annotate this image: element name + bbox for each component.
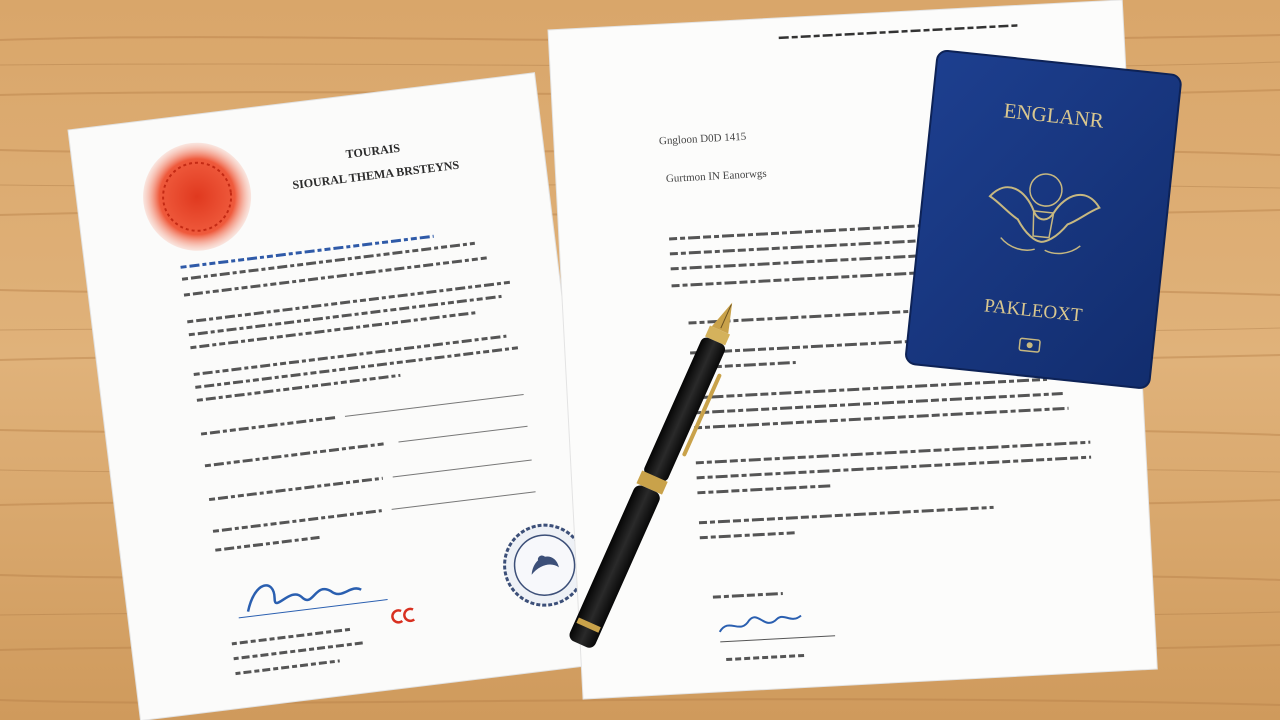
left-document-heading-2: SIOURAL THEMA BRSTEYNS [291,157,460,193]
right-document-heading-1: Gngloon D0D 1415 [658,130,747,148]
left-document-heading-1: TOURAIS [344,140,401,162]
left-document [68,73,607,720]
right-document-heading-2: Gurtmon IN Eanorwgs [665,167,767,186]
passport-subtitle: PAKLEOXT [983,295,1084,327]
passport [905,50,1182,389]
passport-title: ENGLANR [1002,98,1105,133]
